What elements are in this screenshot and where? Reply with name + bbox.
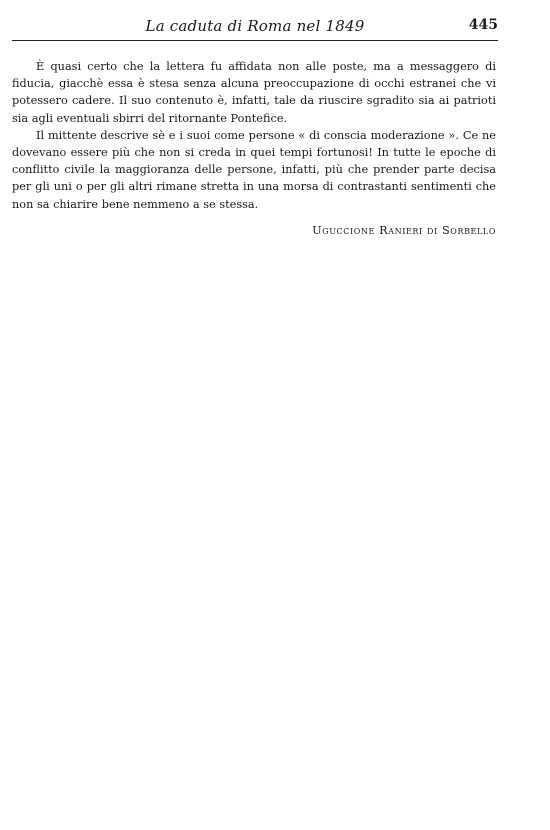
paragraph-1: È quasi certo che la lettera fu affidata non alle poste, ma a messaggero di fiducia, giacchè essa è stesa senza alcuna preoccupazione di occhi estranei che vi potessero cadere. Il suo contenuto è, infatti, tale da riuscire sgradito sia ai patrioti sia agli eventuali sbirri del ritornante Pontefice.: [12, 60, 496, 125]
body-text: [12, 58, 496, 213]
running-head: [12, 14, 498, 40]
header-rule: [12, 40, 498, 41]
page-number: 445: [468, 17, 498, 33]
author-signature: Uguccione Ranieri di Sorbello: [312, 224, 496, 237]
paragraph-2: Il mittente descrive sè e i suoi come persone « di conscia moderazione ». Ce ne dovevano essere più che non si creda in quei tempi fortunosi! In tutte le epoche di conflitto civile la maggioranza delle persone, infatti, più che prender parte decisa per gli uni o per gli altri rimane stretta in una morsa di contrastanti sentimenti che non sa chiarire bene nemmeno a se stessa.: [12, 128, 496, 211]
running-title: La caduta di Roma nel 1849: [145, 17, 365, 35]
